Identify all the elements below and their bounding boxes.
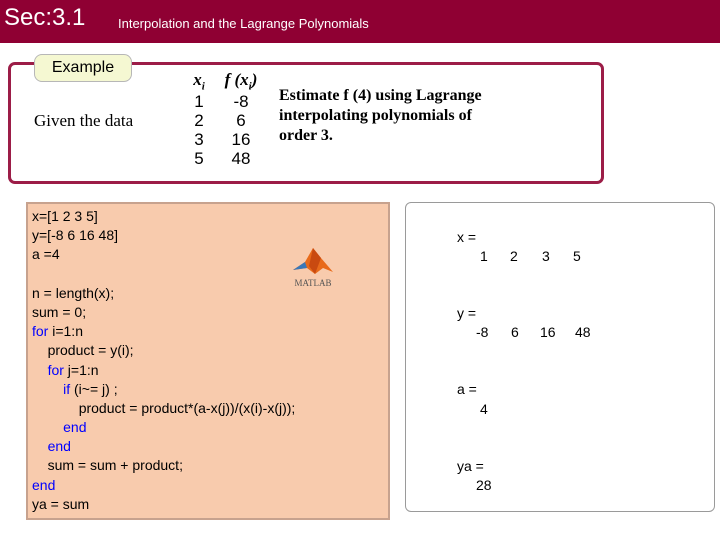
- code-line: [32, 226, 295, 245]
- title-bar: [0, 0, 720, 43]
- code-text: product = product*(a-x(j))/(x(i)-x(j));: [78, 399, 296, 416]
- x-column-header: $x_i$: [193, 70, 205, 93]
- code-text: y=[-8 6 16 48]: [32, 227, 119, 244]
- code-text: i=1:n: [48, 323, 83, 340]
- task-statement: [279, 86, 529, 146]
- code-keyword: for: [32, 323, 49, 340]
- code-indent: [32, 400, 79, 416]
- matlab-logo: [287, 244, 339, 290]
- code-text: sum = sum + product;: [47, 457, 183, 474]
- code-keyword: end: [63, 419, 87, 436]
- output-x-label: x =: [457, 229, 477, 245]
- code-line: [32, 437, 295, 456]
- code-text: ya = sum: [32, 495, 90, 512]
- output-x-value: 1: [480, 248, 488, 264]
- code-line: [32, 303, 295, 322]
- code-line: [32, 456, 295, 475]
- code-line: [32, 284, 295, 303]
- code-keyword: if: [63, 380, 71, 397]
- task-line: interpolating polynomials of: [279, 107, 472, 124]
- code-text: (i~= j) ;: [70, 380, 118, 397]
- output-y-value: -8: [476, 324, 489, 340]
- output-y-value: 48: [575, 324, 591, 340]
- code-text: a =4: [32, 246, 60, 263]
- output-panel: [405, 202, 715, 512]
- code-line: [32, 380, 295, 399]
- table-cell: 1: [194, 92, 204, 111]
- output-y-value: 16: [540, 324, 556, 340]
- code-line: [32, 418, 295, 437]
- output-x-value: 5: [573, 248, 581, 264]
- code-indent: [32, 362, 48, 378]
- output-x-value: 3: [542, 248, 550, 264]
- code-indent: [32, 438, 48, 454]
- code-line: [32, 322, 295, 341]
- table-cell: 2: [194, 111, 204, 130]
- code-line: [32, 399, 295, 418]
- table-cell: 3: [194, 130, 204, 149]
- table-cell: 48: [231, 149, 251, 168]
- output-ya-value: 28: [476, 477, 492, 493]
- code-indent: [32, 419, 63, 435]
- code-indent: [32, 342, 48, 358]
- code-keyword: end: [47, 438, 71, 455]
- output-y-label: y =: [457, 305, 477, 321]
- code-text: product = y(i);: [47, 342, 134, 359]
- table-cell: 16: [231, 130, 251, 149]
- code-text: n = length(x);: [32, 284, 115, 301]
- slide-title: Interpolation and the Lagrange Polynomials: [118, 16, 369, 31]
- x-column: [184, 70, 214, 168]
- f-column-header: f $(x_i)$: [224, 70, 258, 93]
- matlab-logo-text: MATLAB: [294, 278, 332, 288]
- example-tab: Example: [34, 54, 132, 82]
- code-line: [32, 495, 295, 514]
- output-x-value: 2: [510, 248, 518, 264]
- output-a-label: a =: [457, 381, 477, 397]
- task-line: order 3.: [279, 127, 333, 144]
- code-line: [32, 341, 295, 360]
- output-y-value: 6: [511, 324, 519, 340]
- code-text: j=1:n: [63, 361, 99, 378]
- table-cell: 6: [236, 111, 246, 130]
- code-text: x=[1 2 3 5]: [32, 208, 98, 224]
- code-indent: [32, 381, 63, 397]
- code-line: [32, 245, 295, 264]
- section-number: Sec:3.1: [4, 4, 86, 31]
- code-text: sum = 0;: [32, 303, 87, 320]
- given-text: Given the data: [34, 111, 134, 130]
- table-cell: -8: [233, 92, 249, 111]
- code-line: [32, 207, 295, 226]
- table-cell: 5: [194, 149, 204, 168]
- code-line: [32, 265, 295, 284]
- output-ya-label: ya =: [457, 458, 484, 474]
- task-line: Estimate f (4) using Lagrange: [279, 87, 482, 104]
- code-line: [32, 361, 295, 380]
- code-line: [32, 476, 295, 495]
- code-indent: [32, 457, 48, 473]
- f-column: [216, 70, 266, 168]
- code-keyword: end: [32, 476, 56, 493]
- code-keyword: for: [47, 361, 64, 378]
- code-listing: [32, 207, 295, 514]
- output-a-value: 4: [480, 401, 488, 417]
